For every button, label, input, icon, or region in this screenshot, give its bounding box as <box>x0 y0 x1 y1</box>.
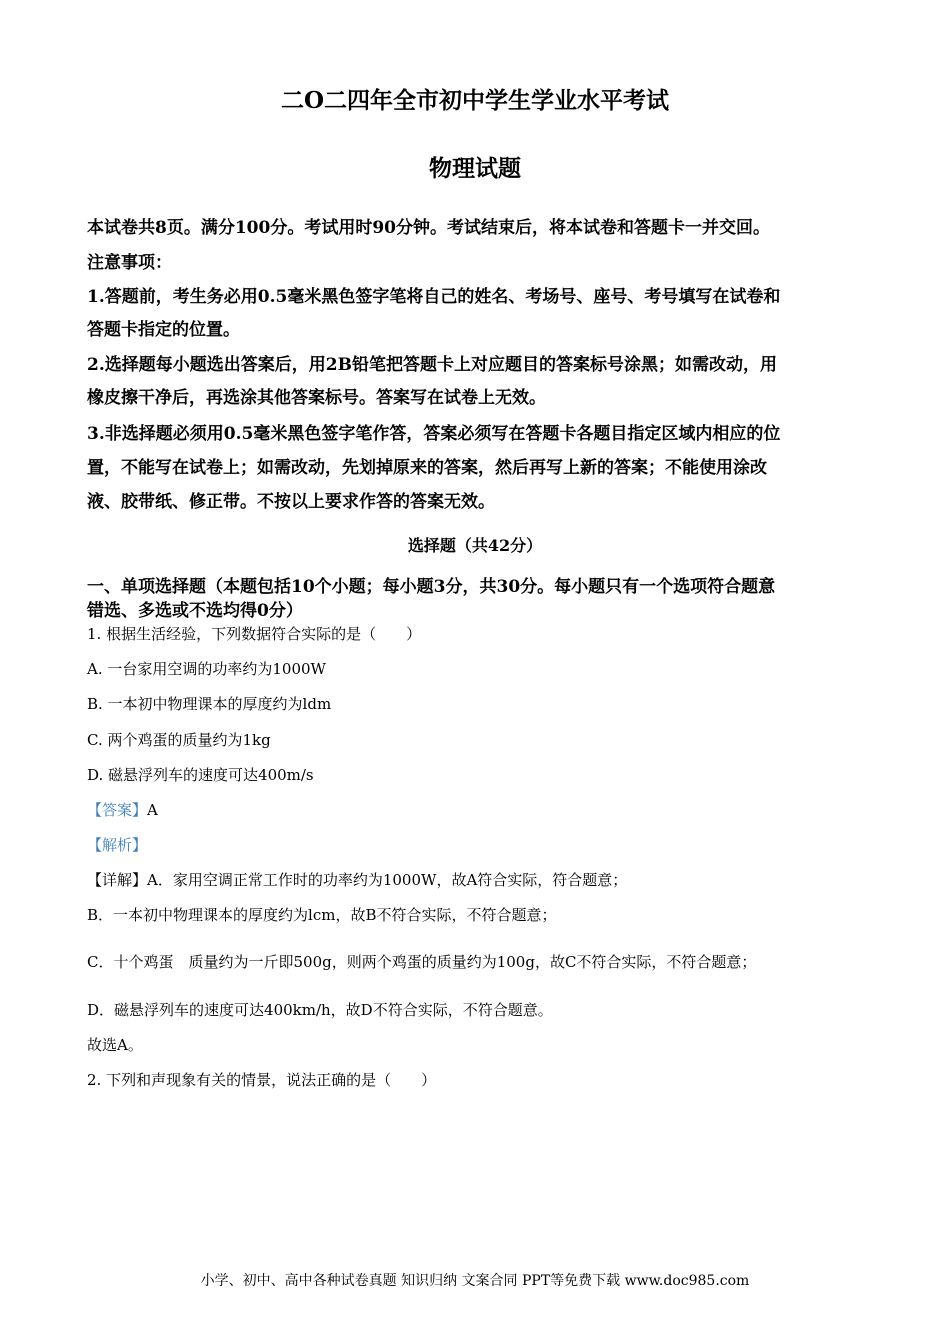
note-2-line-1: 2.选择题每小题选出答案后，用2B铅笔把答题卡上对应题目的答案标号涂黑；如需改动，用 <box>87 355 777 375</box>
note-3-line-1: 3.非选择题必须用0.5毫米黑色签字笔作答，答案必须写在答题卡各题目指定区域内相应的位 <box>87 424 781 444</box>
question-1-stem: 1. 根据生活经验，下列数据符合实际的是（ ） <box>87 625 422 643</box>
question-2-stem: 2. 下列和声现象有关的情景，说法正确的是（ ） <box>87 1071 437 1089</box>
answer-line <box>87 799 158 820</box>
detail-a-text: A．家用空调正常工作时的功率约为1000W，故A符合实际，符合题意； <box>147 871 628 889</box>
answer-tag: 【答案】 <box>87 801 148 819</box>
detail-line-c: C．十个鸡蛋 质量约为一斤即500g，则两个鸡蛋的质量约为100g，故C不符合实际，不符合题意； <box>87 953 757 971</box>
question-1-option-a: A. 一台家用空调的功率约为1000W <box>87 660 326 678</box>
question-1-option-b: B. 一本初中物理课本的厚度约为ldm <box>87 695 332 713</box>
exam-subtitle: 物理试题 <box>429 155 521 182</box>
note-3-line-2: 置，不能写在试卷上；如需改动，先划掉原来的答案，然后再写上新的答案；不能使用涂改 <box>87 458 767 478</box>
question-1-option-d: D. 磁悬浮列车的速度可达400m/s <box>87 766 314 784</box>
analysis-tag: 【解析】 <box>87 836 148 854</box>
section-heading: 选择题（共42分） <box>407 536 543 555</box>
question-1-option-c: C. 两个鸡蛋的质量约为1kg <box>87 731 271 749</box>
exam-title: 二O二四年全市初中学生学业水平考试 <box>280 87 670 114</box>
part-heading-line-1: 一、单项选择题（本题包括10个小题；每小题3分，共30分。每小题只有一个选项符合题意 <box>87 577 776 597</box>
analysis-line <box>87 834 147 855</box>
note-1-line-2: 答题卡指定的位置。 <box>87 320 240 340</box>
detail-line-b: B．一本初中物理课本的厚度约为lcm，故B不符合实际，不符合题意； <box>87 906 557 924</box>
answer-value: A <box>147 801 158 819</box>
conclusion-line: 故选A。 <box>87 1036 143 1054</box>
part-heading-line-2: 错选、多选或不选均得0分） <box>87 601 303 621</box>
intro-line: 本试卷共8页。满分100分。考试用时90分钟。考试结束后，将本试卷和答题卡一并交回。 <box>87 218 770 238</box>
detail-tag: 【详解】 <box>87 871 148 889</box>
note-3-line-3: 液、胶带纸、修正带。不按以上要求作答的答案无效。 <box>87 492 495 512</box>
note-1-line-1: 1.答题前，考生务必用0.5毫米黑色签字笔将自己的姓名、考场号、座号、考号填写在试卷和 <box>87 287 781 307</box>
detail-line-a <box>87 869 627 890</box>
note-2-line-2: 橡皮擦干净后，再选涂其他答案标号。答案写在试卷上无效。 <box>87 388 546 408</box>
detail-line-d: D．磁悬浮列车的速度可达400km/h，故D不符合实际，不符合题意。 <box>87 1001 553 1019</box>
footer-text: 小学、初中、高中各种试卷真题 知识归纳 文案合同 PPT等免费下载 www.doc985.com <box>200 1273 750 1289</box>
notes-title: 注意事项： <box>87 253 172 273</box>
